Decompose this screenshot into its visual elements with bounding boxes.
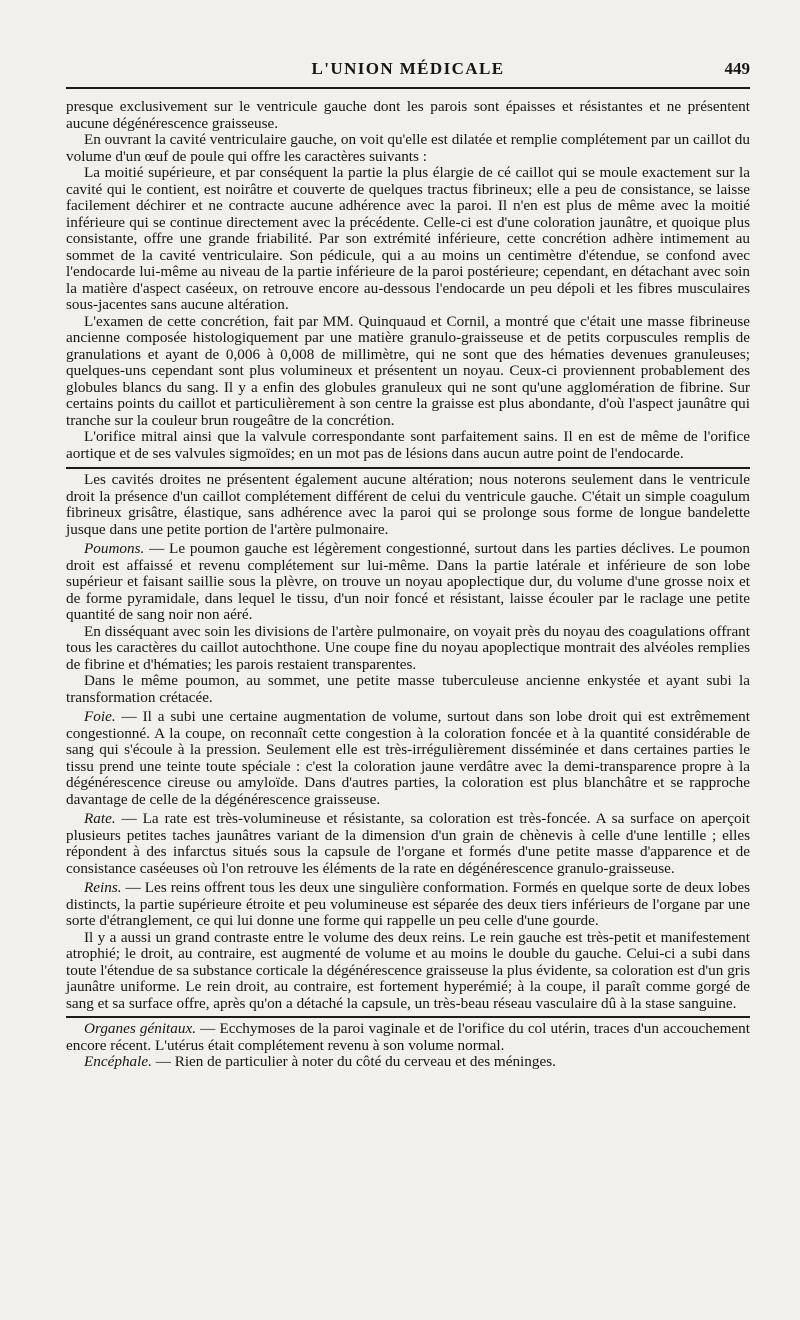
section-paragraph-organes bbox=[66, 1021, 750, 1054]
paragraph: La moitié supérieure, et par conséquent la partie la plus élargie de cé caillot qui se moule exactement sur la cavité qui le contient, est noirâtre et couverte de quelques tractus fibrineux; elle a peu de consistance, se laisse facilement déchirer et ne contracte aucune adhérence avec la paroi. Il n'en est plus de même avec la moitié inférieure qui se continue directement avec la précédente. Celle-ci est d'une coloration jaunâtre, et quoique plus consistante, offre une grande friabilité. Par son extrémité inférieure, cette concrétion adhère intimement au sommet de la cavité ventriculaire. Son pédicule, qui a au moins un centimètre d'étendue, se confond avec l'endocarde lui-même au niveau de la partie inférieure de la paroi postérieure; cependant, en détachant avec soin la matière d'aspect caséeux, on retrouve encore au-dessous l'endocarde un peu dépoli et les fibres musculaires sous-jacentes sans aucune altération. bbox=[66, 164, 750, 313]
paragraph: En ouvrant la cavité ventriculaire gauche, on voit qu'elle est dilatée et remplie complétement par un caillot du volume d'un œuf de poule qui offre les caractères suivants : bbox=[66, 131, 750, 165]
page-number: 449 bbox=[724, 59, 750, 78]
section-paragraph-rate bbox=[66, 811, 750, 877]
section-text: — Rien de particulier à noter du côté du cerveau et des méninges. bbox=[151, 1053, 556, 1070]
section-paragraph-reins bbox=[66, 880, 750, 930]
page-header bbox=[66, 54, 750, 84]
paragraph: Les cavités droites ne présentent également aucune altération; nous noterons seulement dans le ventricule droit la présence d'un caillot complétement différent de celui du ventricule gauche. C'était un simple coagulum fibrineux grisâtre, élastique, sans adhérence avec la paroi qui se prolonge sous forme de longue bandelette jusque dans une petite portion de l'artère pulmonaire. bbox=[66, 471, 750, 538]
section-label: Poumons. bbox=[84, 540, 145, 557]
section-rule bbox=[66, 467, 750, 469]
section-paragraph-poumons bbox=[66, 541, 750, 624]
section-paragraph-foie bbox=[66, 709, 750, 808]
section-paragraph-encephale bbox=[66, 1054, 750, 1071]
section-label: Organes génitaux. bbox=[84, 1020, 196, 1037]
paragraph: En disséquant avec soin les divisions de l'artère pulmonaire, on voyait près du noyau des coagulations offrant tous les caractères du caillot autochthone. Une coupe fine du noyau apoplectique montrait des alvéoles remplies de fibrine et d'hématies; les parois restaient transparentes. bbox=[66, 622, 750, 673]
section-text: — Le poumon gauche est légèrement congestionné, surtout dans les parties déclives. Le poumon droit est affaissé et revenu complétement sur lui-même. Dans la partie latérale et inférieure de son lobe supérieur et faisant saillie sous la plèvre, on trouve un noyau apoplectique dur, du volume d'une grosse noix et de forme pyramidale, dans lequel le tissu, d'un noir foncé et résistant, laisse écouler par le raclage une petite quantité de sang noir non aéré. bbox=[66, 540, 750, 623]
header-rule bbox=[66, 87, 750, 89]
section-label: Encéphale. bbox=[84, 1053, 152, 1070]
paragraph: Dans le même poumon, au sommet, une petite masse tuberculeuse ancienne enkystée et ayant subi la transformation crétacée. bbox=[66, 672, 750, 706]
paragraph: L'orifice mitral ainsi que la valvule correspondante sont parfaitement sains. Il en est de même de l'orifice aortique et de ses valvules sigmoïdes; en un mot pas de lésions dans aucun autre point de l'endocarde. bbox=[66, 428, 750, 462]
section-text: — Il a subi une certaine augmentation de volume, surtout dans son lobe droit qui est extrêmement congestionné. A la coupe, on reconnaît cette congestion à la coloration foncée et à la quantité considérable de sang qui s'écoule à la pression. Seulement elle est très-irrégulièrement disséminée et dans certaines parties le tissu prend une teinte toute spéciale : c'est la coloration jaune verdâtre avec la demi-transparence propre à la dégénérescence cireuse ou amyloïde. Dans d'autres parties, la coloration est plus blanchâtre et se rapproche davantage de celle de la dégénérescence graisseuse. bbox=[66, 708, 750, 808]
paragraph: Il y a aussi un grand contraste entre le volume des deux reins. Le rein gauche est très-petit et manifestement atrophié; le droit, au contraire, est augmenté de volume et au moins le double du gauche. Celui-ci a subi dans toute l'étendue de sa substance corticale la dégénérescence graisseuse la plus évidente, sa coloration est d'un gris jaunâtre uniforme. Le rein droit, au contraire, est fortement hyperémié; à la coupe, il paraît comme gorgé de sang et sa surface offre, après qu'on a détaché la capsule, un très-beau réseau vasculaire dû à la stase sanguine. bbox=[66, 928, 750, 1012]
running-title: L'UNION MÉDICALE bbox=[311, 59, 505, 78]
section-label: Reins. bbox=[84, 879, 122, 896]
section-text: — La rate est très-volumineuse et résistante, sa coloration est très-foncée. A sa surface on aperçoit plusieurs petites taches jaunâtres variant de la dimension d'un grain de chènevis à celle d'une lentille ; elles répondent à des infarctus situés sous la capsule de l'organe et formés d'une petite masse d'apparence et de consistance caséeuses où l'on retrouve les éléments de la rate en dégénérescence granulo-graisseuse. bbox=[66, 810, 750, 877]
paragraph: presque exclusivement sur le ventricule gauche dont les parois sont épaisses et résistantes et ne présentent aucune dégénérescence graisseuse. bbox=[66, 98, 750, 132]
section-label: Foie. bbox=[84, 708, 116, 725]
section-label: Rate. bbox=[84, 810, 116, 827]
paragraph: L'examen de cette concrétion, fait par MM. Quinquaud et Cornil, a montré que c'était une masse fibrineuse ancienne composée histologiquement par une matière granulo-graisseuse et de petits corpuscules remplis de granulations et ayant de 0,006 à 0,008 de millimètre, qui ne sont que des hématies devenues granuleuses; quelques-uns cependant sont plus volumineux et présentent un noyau. Ceux-ci proviennent probablement des globules blancs du sang. Il y a enfin des globules granuleux qui ne sont qu'une agglomération de fibrine. Sur certains points du caillot et particulièrement à son centre la graisse est plus abondante, d'où l'aspect jaunâtre qui tranche sur la couleur brun rougeâtre de la concrétion. bbox=[66, 312, 750, 429]
section-text: — Les reins offrent tous les deux une singulière conformation. Formés en quelque sorte de deux lobes distincts, la partie supérieure étroite et peu volumineuse est séparée des deux tiers inférieurs de l'organe par une sorte d'étranglement, ce qui lui donne une forme qui rappelle un peu celle d'une gourde. bbox=[66, 879, 750, 929]
section-rule bbox=[66, 1016, 750, 1018]
body-text bbox=[66, 99, 750, 1071]
section-text: — Ecchymoses de la paroi vaginale et de l'orifice du col utérin, traces d'un accouchement encore récent. L'utérus était complétement revenu à son volume normal. bbox=[66, 1020, 750, 1054]
